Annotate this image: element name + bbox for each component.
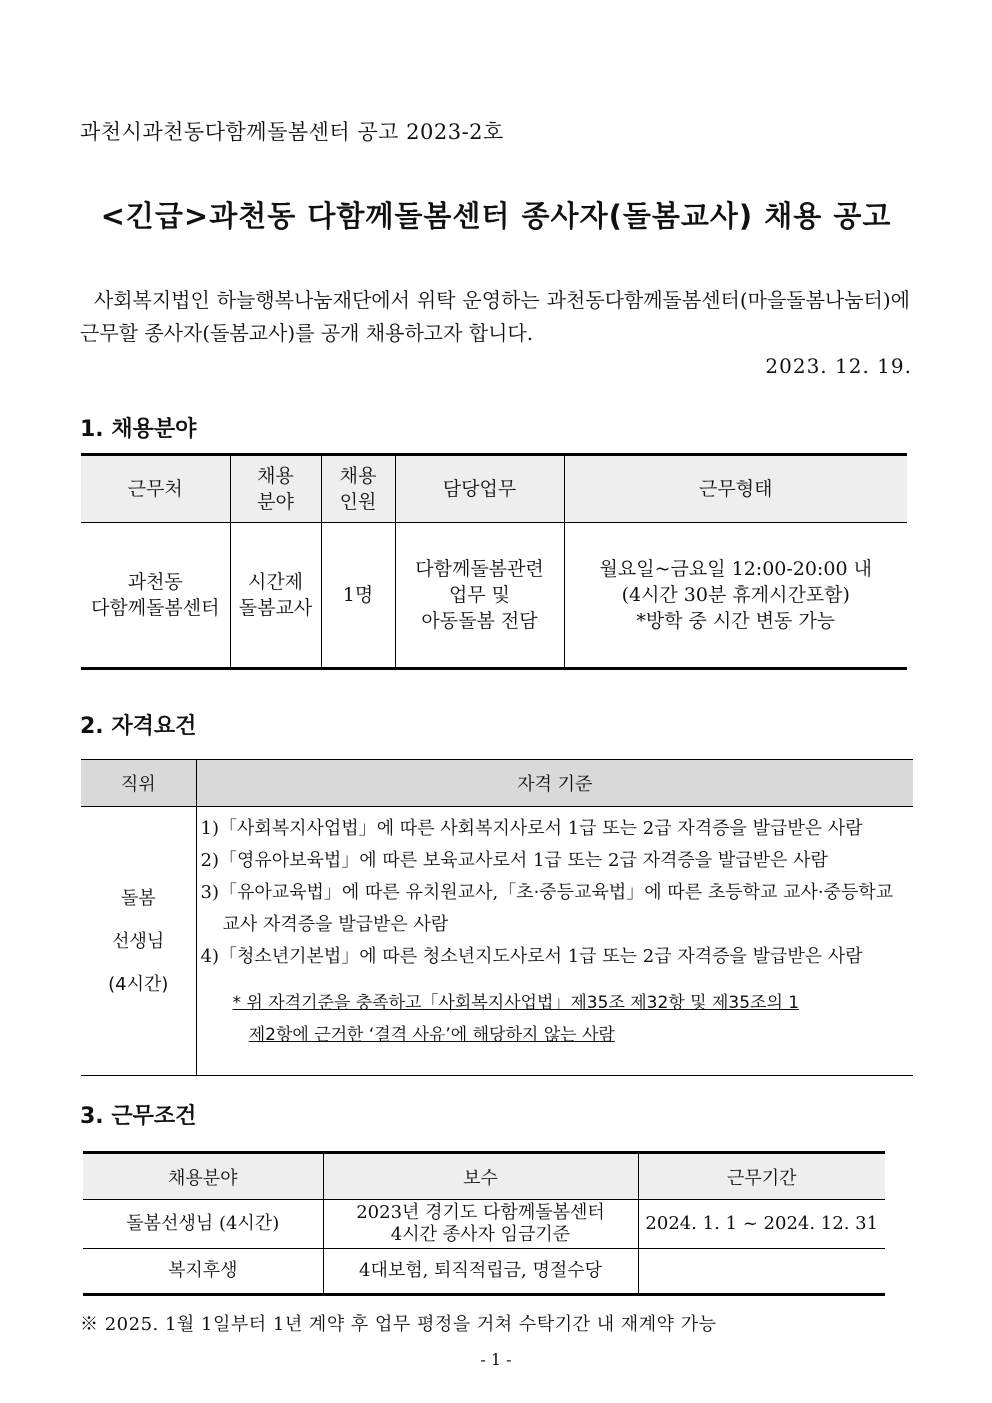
footnote: ※ 2025. 1월 1일부터 1년 계약 후 업무 평정을 거쳐 수탁기간 내 재계약 가능: [80, 1314, 717, 1335]
header-field: 채용 분야: [230, 455, 321, 523]
table-row: [83, 1249, 885, 1295]
cell-position: 돌봄 선생님 (4시간): [81, 807, 196, 1076]
cell-duty: 다함께돌봄관련 업무 및 아동돌봄 전담: [395, 523, 564, 669]
cell-pay: 2023년 경기도 다함께돌봄센터 4시간 종사자 임금기준: [323, 1200, 638, 1249]
recruitment-table: [81, 453, 907, 670]
header-criteria: 자격 기준: [196, 760, 913, 807]
criteria-item: 3)「유아교육법」에 따른 유치원교사,「초·중등교육법」에 따른 초등학교 교사·중등학교 교사 자격증을 발급받은 사람: [200, 882, 894, 935]
cell-headcount: 1명: [321, 523, 395, 669]
section-heading-qualifications: 2. 자격요건: [80, 714, 197, 739]
header-headcount: 채용 인원: [321, 455, 395, 523]
table-header-row: [81, 455, 907, 523]
criteria-item: 2)「영유아보육법」에 따른 보육교사로서 1급 또는 2급 자격증을 발급받은 사람: [200, 850, 828, 871]
table-row: [81, 523, 907, 669]
table-row: [83, 1200, 885, 1249]
header-work-type: 근무형태: [564, 455, 907, 523]
criteria-item: 1)「사회복지사업법」에 따른 사회복지사로서 1급 또는 2급 자격증을 발급받은 사람: [200, 818, 863, 839]
header-pay: 보수: [323, 1153, 638, 1200]
section-heading-conditions: 3. 근무조건: [80, 1104, 197, 1129]
qualification-table: [81, 759, 913, 1076]
cell-benefits: 4대보험, 퇴직적립금, 명절수당: [323, 1249, 638, 1295]
section-heading-recruitment: 1. 채용분야: [80, 417, 197, 442]
intro-text: 사회복지법인 하늘행복나눔재단에서 위탁 운영하는 과천동다함께돌봄센터(마을돌봄나눔터)에 근무할 종사자(돌봄교사)를 공개 채용하고자 합니다.: [80, 288, 911, 345]
page-number: - 1 -: [480, 1350, 512, 1369]
cell-workplace: 과천동 다함께돌봄센터: [81, 523, 230, 669]
notice-number: 과천시과천동다함께돌봄센터 공고 2023-2호: [80, 120, 504, 144]
header-position: 직위: [81, 760, 196, 807]
header-workplace: 근무처: [81, 455, 230, 523]
cell-field: 돌봄선생님 (4시간): [83, 1200, 323, 1249]
table-header-row: [81, 760, 913, 807]
note-line-2: 제2항에 근거한 ‘결격 사유’에 해당하지 않는 사람: [248, 1025, 615, 1045]
header-duty: 담당업무: [395, 455, 564, 523]
cell-criteria: [196, 807, 913, 1076]
page-title: <긴급>과천동 다함께돌봄센터 종사자(돌봄교사) 채용 공고: [100, 199, 892, 233]
header-field: 채용분야: [83, 1153, 323, 1200]
table-row: [81, 807, 913, 1076]
cell-field: 복지후생: [83, 1249, 323, 1295]
intro-paragraph: [80, 284, 910, 350]
notice-date: 2023. 12. 19.: [765, 354, 912, 378]
criteria-item: 4)「청소년기본법」에 따른 청소년지도사로서 1급 또는 2급 자격증을 발급받은 사람: [200, 946, 863, 967]
header-period: 근무기간: [638, 1153, 885, 1200]
conditions-table: [83, 1151, 885, 1296]
cell-empty: [638, 1249, 885, 1295]
table-header-row: [83, 1153, 885, 1200]
cell-field: 시간제 돌봄교사: [230, 523, 321, 669]
cell-period: 2024. 1. 1 ~ 2024. 12. 31: [638, 1200, 885, 1249]
disqualification-note: [201, 987, 908, 1051]
note-line-1: * 위 자격기준을 충족하고「사회복지사업법」제35조 제32항 및 제35조의 1: [232, 993, 800, 1013]
cell-work-type: 월요일~금요일 12:00-20:00 내 (4시간 30분 휴게시간포함) *방학 중 시간 변동 가능: [564, 523, 907, 669]
